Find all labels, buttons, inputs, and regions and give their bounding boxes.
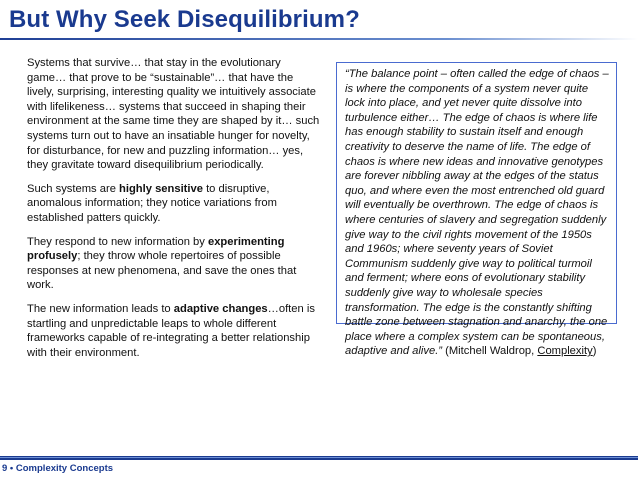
quote-box <box>336 62 617 358</box>
quote-text: “The balance point – often called the edge of chaos – is where the components of a system never quite lock into place, and yet never quite dissolve into turbulence either… The edge of chaos is where life has enough stability to sustain itself and enough creativity to deserve the name of life. The edge of chaos is where new ideas and innovative genotypes are forever nibbling away at the edges of the status quo, and where even the most entrenched old guard will eventually be overthrown. The edge of chaos is where centuries of slavery and segregation suddenly give way to the civil rights movement of the 1950s and 1960s; where seventy years of Soviet Communism suddenly give way to political turmoil and ferment; where eons of evolutionary stability suddenly give way to wholesale species transformation. The edge is the constantly shifting battle zone between stagnation and anarchy, the one place where a complex system can be spontaneous, adaptive and alive.” <box>345 68 609 358</box>
paragraph-experimenting <box>27 235 321 293</box>
paragraph-sensitivity-lead: Such systems are <box>27 182 120 195</box>
paragraph-survival <box>27 56 321 173</box>
paragraph-experimenting-lead: They respond to new information by <box>27 235 208 248</box>
left-text-column <box>27 56 321 369</box>
emphasis-experimenting-profusely: experimenting profusely <box>27 235 285 263</box>
paragraph-sensitivity-rest: to disruptive, anomalous information; they notice variations from established patters quickly. <box>27 182 277 224</box>
title-divider <box>0 38 638 40</box>
quote-citation-book: Complexity <box>537 345 593 358</box>
paragraph-survival-text: Systems that survive… that stay in the evolutionary game… that prove to be “sustainable”… that have the lively, surprising, interesting quality we intuitively associate with lifelikeness… systems that succeed in shaping their environment at the same time they are shaped by it… such systems turn out to have an insatiable hunger for novelty, for disturbance, for new and puzzling information… yes, they gravitate toward disequilibrium periodically. <box>27 57 320 172</box>
emphasis-highly-sensitive: highly sensitive <box>119 182 203 195</box>
footer-label: 9 • Complexity Concepts <box>2 463 114 474</box>
slide-title: But Why Seek Disequilibrium? <box>9 6 360 33</box>
quote-citation-lead: (Mitchell Waldrop, <box>442 345 538 358</box>
paragraph-adaptive-rest: …often is startling and unpredictable leaps to whole different frameworks capable of re-integrating a better relationship with their environment. <box>27 302 315 359</box>
emphasis-adaptive-changes: adaptive changes <box>173 302 268 315</box>
quote-citation-close: ) <box>592 345 597 358</box>
paragraph-adaptive-lead: The new information leads to <box>27 302 174 315</box>
footer-divider <box>0 456 638 460</box>
paragraph-experimenting-rest: ; they throw whole repertoires of possible responses at new phenomena, and save the ones that work. <box>27 250 297 292</box>
paragraph-adaptive <box>27 302 321 360</box>
paragraph-sensitivity <box>27 182 321 226</box>
